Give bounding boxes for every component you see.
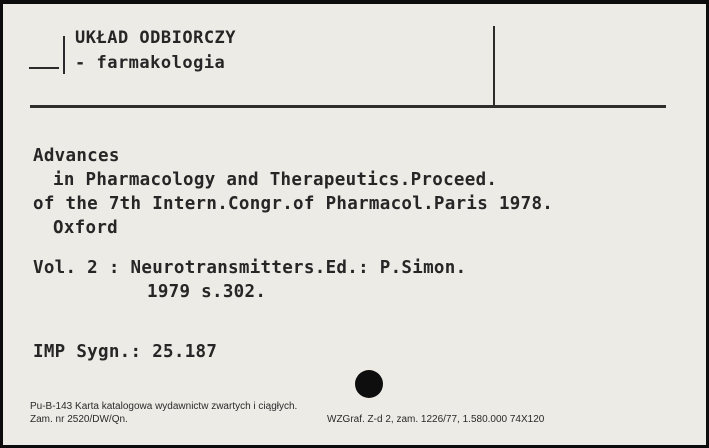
entry-title-line: Advances [33,146,120,166]
header-vertical-rule [63,36,65,74]
entry-title-line: in Pharmacology and Therapeutics.Proceed. [53,170,498,190]
footer-form-line: Pu-B-143 Karta katalogowa wydawnictw zwartych i ciągłych. [30,401,298,412]
header-right-rule [493,26,495,105]
entry-title-line: of the 7th Intern.Congr.of Pharmacol.Paris 1978. [33,194,554,214]
footer-printer-info: WZGraf. Z-d 2, zam. 1226/77, 1.580.000 74X120 [327,414,545,425]
entry-volume-line: Vol. 2 : Neurotransmitters.Ed.: P.Simon. [33,258,467,278]
subject-subheading: - farmakologia [75,53,226,73]
header-horizontal-rule [30,105,666,108]
card-punch-hole [355,370,383,398]
entry-publisher-line: Oxford [53,218,119,238]
catalog-card [3,4,706,445]
call-number-line: IMP Sygn.: 25.187 [33,342,218,362]
subject-heading: UKŁAD ODBIORCZY [75,28,237,48]
entry-year-pages-line: 1979 s.302. [147,282,267,302]
header-tick-line [29,67,59,69]
footer-order-number: Zam. nr 2520/DW/Qn. [30,414,128,425]
